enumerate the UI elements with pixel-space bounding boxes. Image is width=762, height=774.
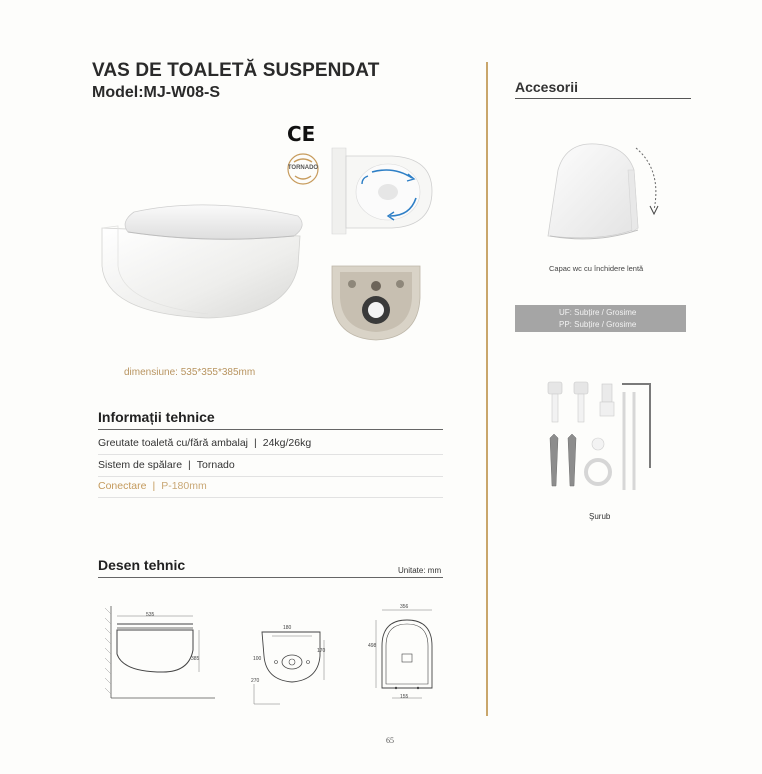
seat-option-uf: UF: Subțire / Grosime [559,308,637,317]
dim-side-label: 170 [317,648,326,654]
spec-value: 24kg/26kg [262,437,312,449]
dim-left-label: 100 [253,656,262,662]
spec-label: Greutate toaletă cu/fără ambalaj [98,437,249,449]
dim-length-label: 498 [368,643,377,649]
dim-width-label: 535 [146,612,155,618]
spec-row-weight: Greutate toaletă cu/fără ambalaj | 24kg/26kg [98,437,312,449]
bowl-bottom-view-image [330,262,422,340]
technical-info-rule [98,429,443,430]
model-number: Model:MJ-W08-S [92,84,220,101]
bottom-view-drawing [250,622,340,712]
ce-mark: CE [287,122,316,146]
spec-value: Tornado [196,459,235,471]
technical-drawing-title: Desen tehnic [98,557,186,573]
unit-label: Unitate: mm [398,566,442,575]
seat-option-pp: PP: Subțire / Grosime [559,320,637,329]
dim-width-label: 356 [400,604,409,610]
spec-value: P-180mm [161,480,207,492]
accessories-title: Accesorii [515,79,579,95]
bowl-top-view-image [332,148,432,234]
spec-label: Sistem de spălare [98,459,183,471]
spec-label: Conectare [98,480,147,492]
spec-row-connection: Conectare | P-180mm [98,480,207,492]
top-view-drawing [372,606,442,702]
spec-row-rule [98,476,443,477]
seat-options-band [515,305,686,332]
screws-image [544,378,656,494]
accessories-rule [515,98,691,99]
dim-height-label: 385 [191,656,200,662]
product-dimensions: dimensiune: 535*355*385mm [124,367,256,378]
screw-caption: Şurub [589,512,611,521]
spec-row-rule [98,454,443,455]
tornado-badge [286,152,320,186]
side-view-drawing [103,606,218,701]
toilet-product-image [98,196,308,321]
page-number: 65 [386,736,394,745]
dim-bottom-label: 155 [400,694,409,700]
page-title: VAS DE TOALETĂ SUSPENDAT [92,60,380,81]
tornado-label: TORNADO [287,165,319,171]
dim-bottom-label: 270 [251,678,260,684]
technical-drawing-rule [98,577,443,578]
spec-row-rule [98,497,443,498]
column-divider [486,62,488,716]
seat-caption: Capac wc cu închidere lentă [549,264,644,273]
dim-top-label: 180 [283,625,292,631]
spec-row-flush: Sistem de spălare | Tornado [98,459,235,471]
soft-close-seat-image [536,140,666,245]
technical-info-title: Informații tehnice [98,409,215,425]
